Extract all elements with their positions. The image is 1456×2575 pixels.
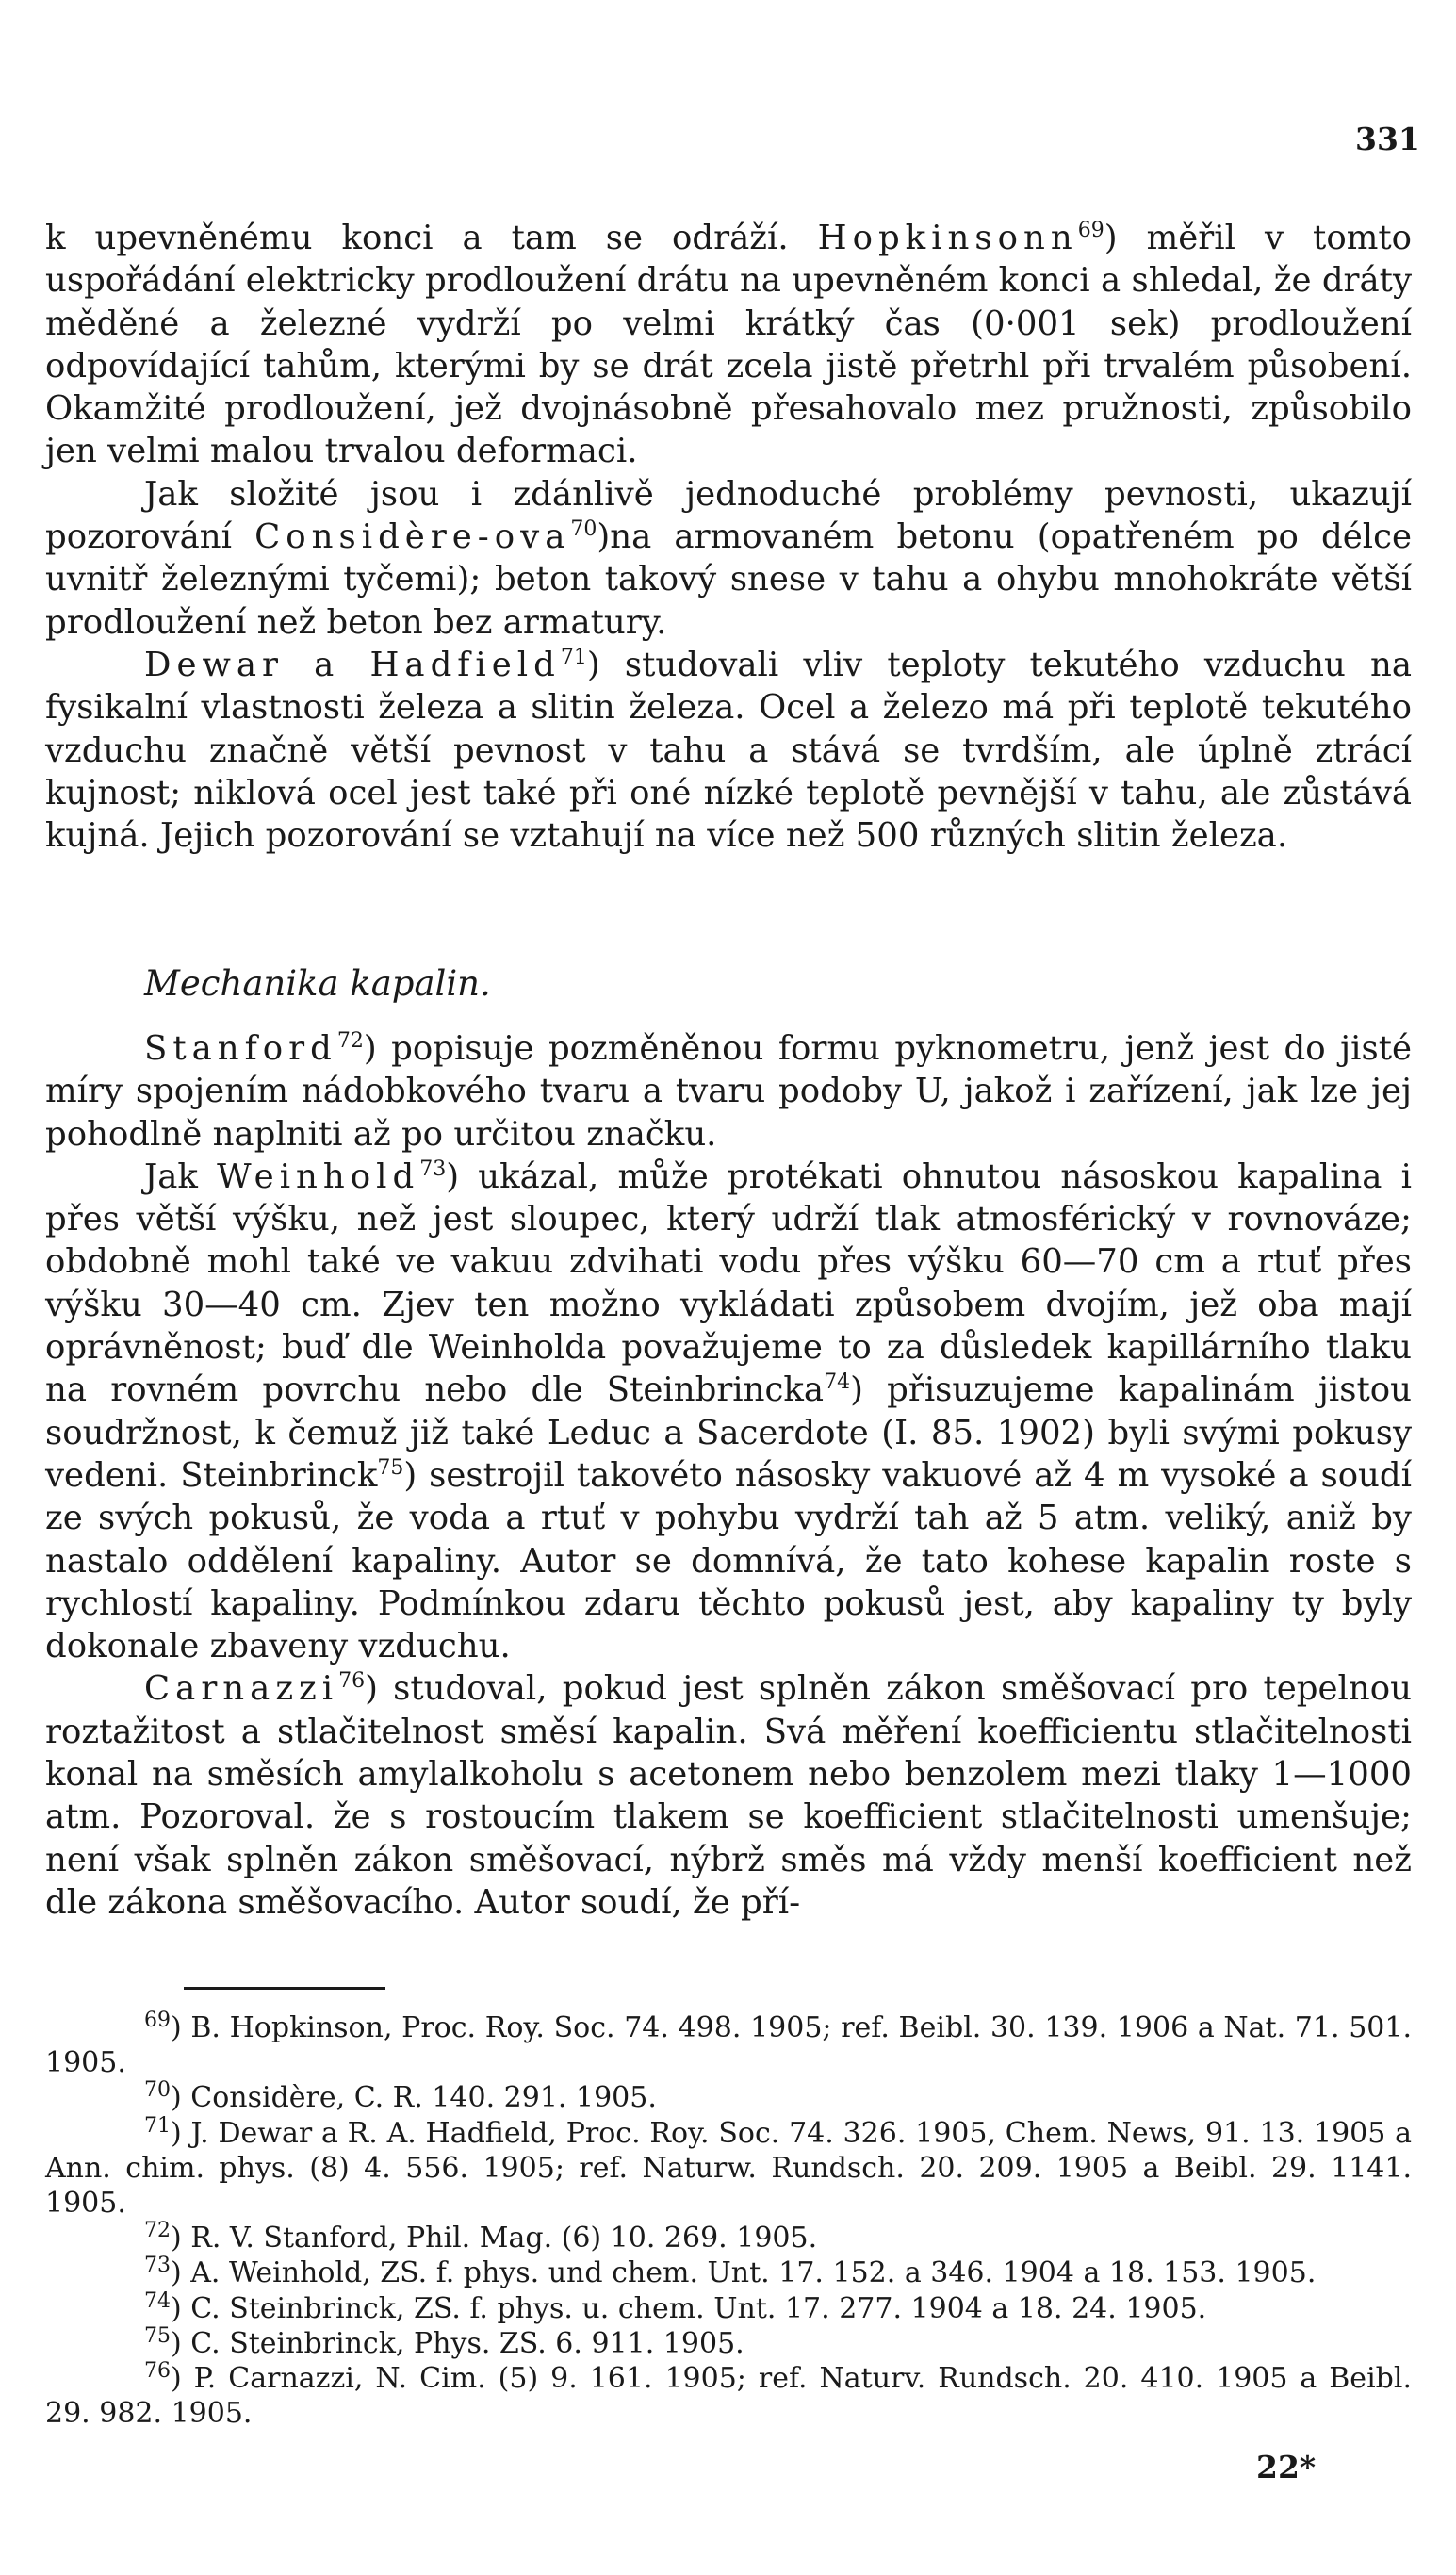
body-text-top [45, 217, 1412, 857]
signature-mark: 22* [1256, 2449, 1317, 2485]
footnote: $^{70}$) Considère, C. R. 140. 291. 1905. [144, 2078, 657, 2115]
paragraph: Jak Weinhold$^{73}$) ukázal, může protékati ohnutou násoskou kapalina i přes větší výšku, než jest sloupec, který udrží tlak atmosférický v rovnováze; obdobně mohl také ve vakuu zdvihati vodu přes výšku 60—70 cm a rtuť přes výšku 30—40 cm. Zjev ten možno vykládati způsobem dvojím, jež oba mají oprávněnost; buď dle Weinholda považujeme to za důsledek kapillárního tlaku na rovném povrchu nebo dle Steinbrincka$^{74}$) přisuzujeme kapalinám jistou soudržnost, k čemuž již také Leduc a Sacerdote (I. 85. 1902) byli svými pokusy vedeni. Steinbrinck$^{75}$) sestrojil takovéto násosky vakuové až 4 m vysoké a soudí ze svých pokusů, že voda a rtuť v pohybu vydrží tah až 5 atm. veliký, aniž by nastalo oddělení kapaliny. Autor se domnívá, že tato kohese kapalin roste s rychlostí kapaliny. Podmínkou zdaru těchto pokusů jest, aby kapaliny ty byly dokonale zbaveny vzduchu. [45, 1156, 1413, 1666]
section-heading: Mechanika kapalin. [144, 963, 491, 1004]
footnote-divider [184, 1987, 385, 1990]
paragraph: Dewar a Hadfield$^{71}$) studovali vliv teploty tekutého vzduchu na fysikalní vlastnosti železa a slitin železa. Ocel a železo má při teplotě tekutého vzduchu značně větší pevnost v tahu a stává se tvrdším, ale úplně ztrácí kujnost; niklová ocel jest také při oné nízké teplotě pevnější v tahu, ale zůstává kujná. Jejich pozorování se vztahují na více než 500 různých slitin železa. [45, 645, 1412, 856]
footnote: $^{76}$) P. Carnazzi, N. Cim. (5) 9. 161. 1905; ref. Naturv. Rundsch. 20. 410. 1905 a Beibl. 29. 982. 1905. [45, 2359, 1412, 2431]
footnote: $^{75}$) C. Steinbrinck, Phys. ZS. 6. 911. 1905. [144, 2323, 744, 2360]
footnote: $^{71}$) J. Dewar a R. A. Hadfield, Proc. Roy. Soc. 74. 326. 1905, Chem. News, 91. 13. 1905 a Ann. chim. phys. (8) 4. 556. 1905; ref. Naturw. Rundsch. 20. 209. 1905 a Beibl. 29. 1141. 1905. [45, 2113, 1412, 2221]
footnote: $^{69}$) B. Hopkinson, Proc. Roy. Soc. 74. 498. 1905; ref. Beibl. 30. 139. 1906 a Nat. 71. 501. 1905. [45, 2009, 1412, 2080]
footnote: $^{72}$) R. V. Stanford, Phil. Mag. (6) 10. 269. 1905. [144, 2219, 818, 2255]
paragraph: Carnazzi$^{76}$) studoval, pokud jest splněn zákon směšovací pro tepelnou roztažitost a stlačitelnost směsí kapalin. Svá měření koefficientu stlačitelnosti konal na směsích amylalkoholu s acetonem nebo benzolem mezi tlaky 1—1000 atm. Pozoroval. že s rostoucím tlakem se koefficient stlačitelnosti umenšuje; není však splněn zákon směšovací, nýbrž směs má vždy menší koefficient než dle zákona směšovacího. Autor soudí, že pří- [45, 1669, 1412, 1922]
footnote: $^{73}$) A. Weinhold, ZS. f. phys. und chem. Unt. 17. 152. a 346. 1904 a 18. 153. 1905. [144, 2254, 1317, 2290]
page-number: 331 [1355, 121, 1420, 157]
footnotes [45, 2010, 1412, 2431]
paragraph: k upevněnému konci a tam se odráží. Hopkinsonn$^{69}$) měřil v tomto uspořádání elektricky prodloužení drátu na upevněném konci a shledal, že dráty měděné a železné vydrží po velmi krátký čas (0·001 sek) prodloužení odpovídající tahům, kterými by se drát zcela jistě přetrhl při trvalém působení. Okamžité prodloužení, jež dvojnásobně přesahovalo mez pružnosti, způsobilo jen velmi malou trvalou deformaci. [45, 219, 1412, 471]
body-text-bottom [45, 1027, 1412, 1924]
paragraph: Stanford$^{72}$) popisuje pozměněnou formu pyknometru, jenž jest do jisté míry spojením nádobkového tvaru a tvaru podoby U, jakož i zařízení, jak lze jej pohodlně naplniti až po určitou značku. [45, 1029, 1412, 1154]
paragraph: Jak složité jsou i zdánlivě jednoduché problémy pevnosti, ukazují pozorování Considère-ova$^{70}$)na armovaném betonu (opatřeném po délce uvnitř železnými tyčemi); beton takový snese v tahu a ohybu mnohokráte větší prodloužení než beton bez armatury. [45, 474, 1412, 642]
footnote: $^{74}$) C. Steinbrinck, ZS. f. phys. u. chem. Unt. 17. 277. 1904 a 18. 24. 1905. [144, 2288, 1207, 2325]
